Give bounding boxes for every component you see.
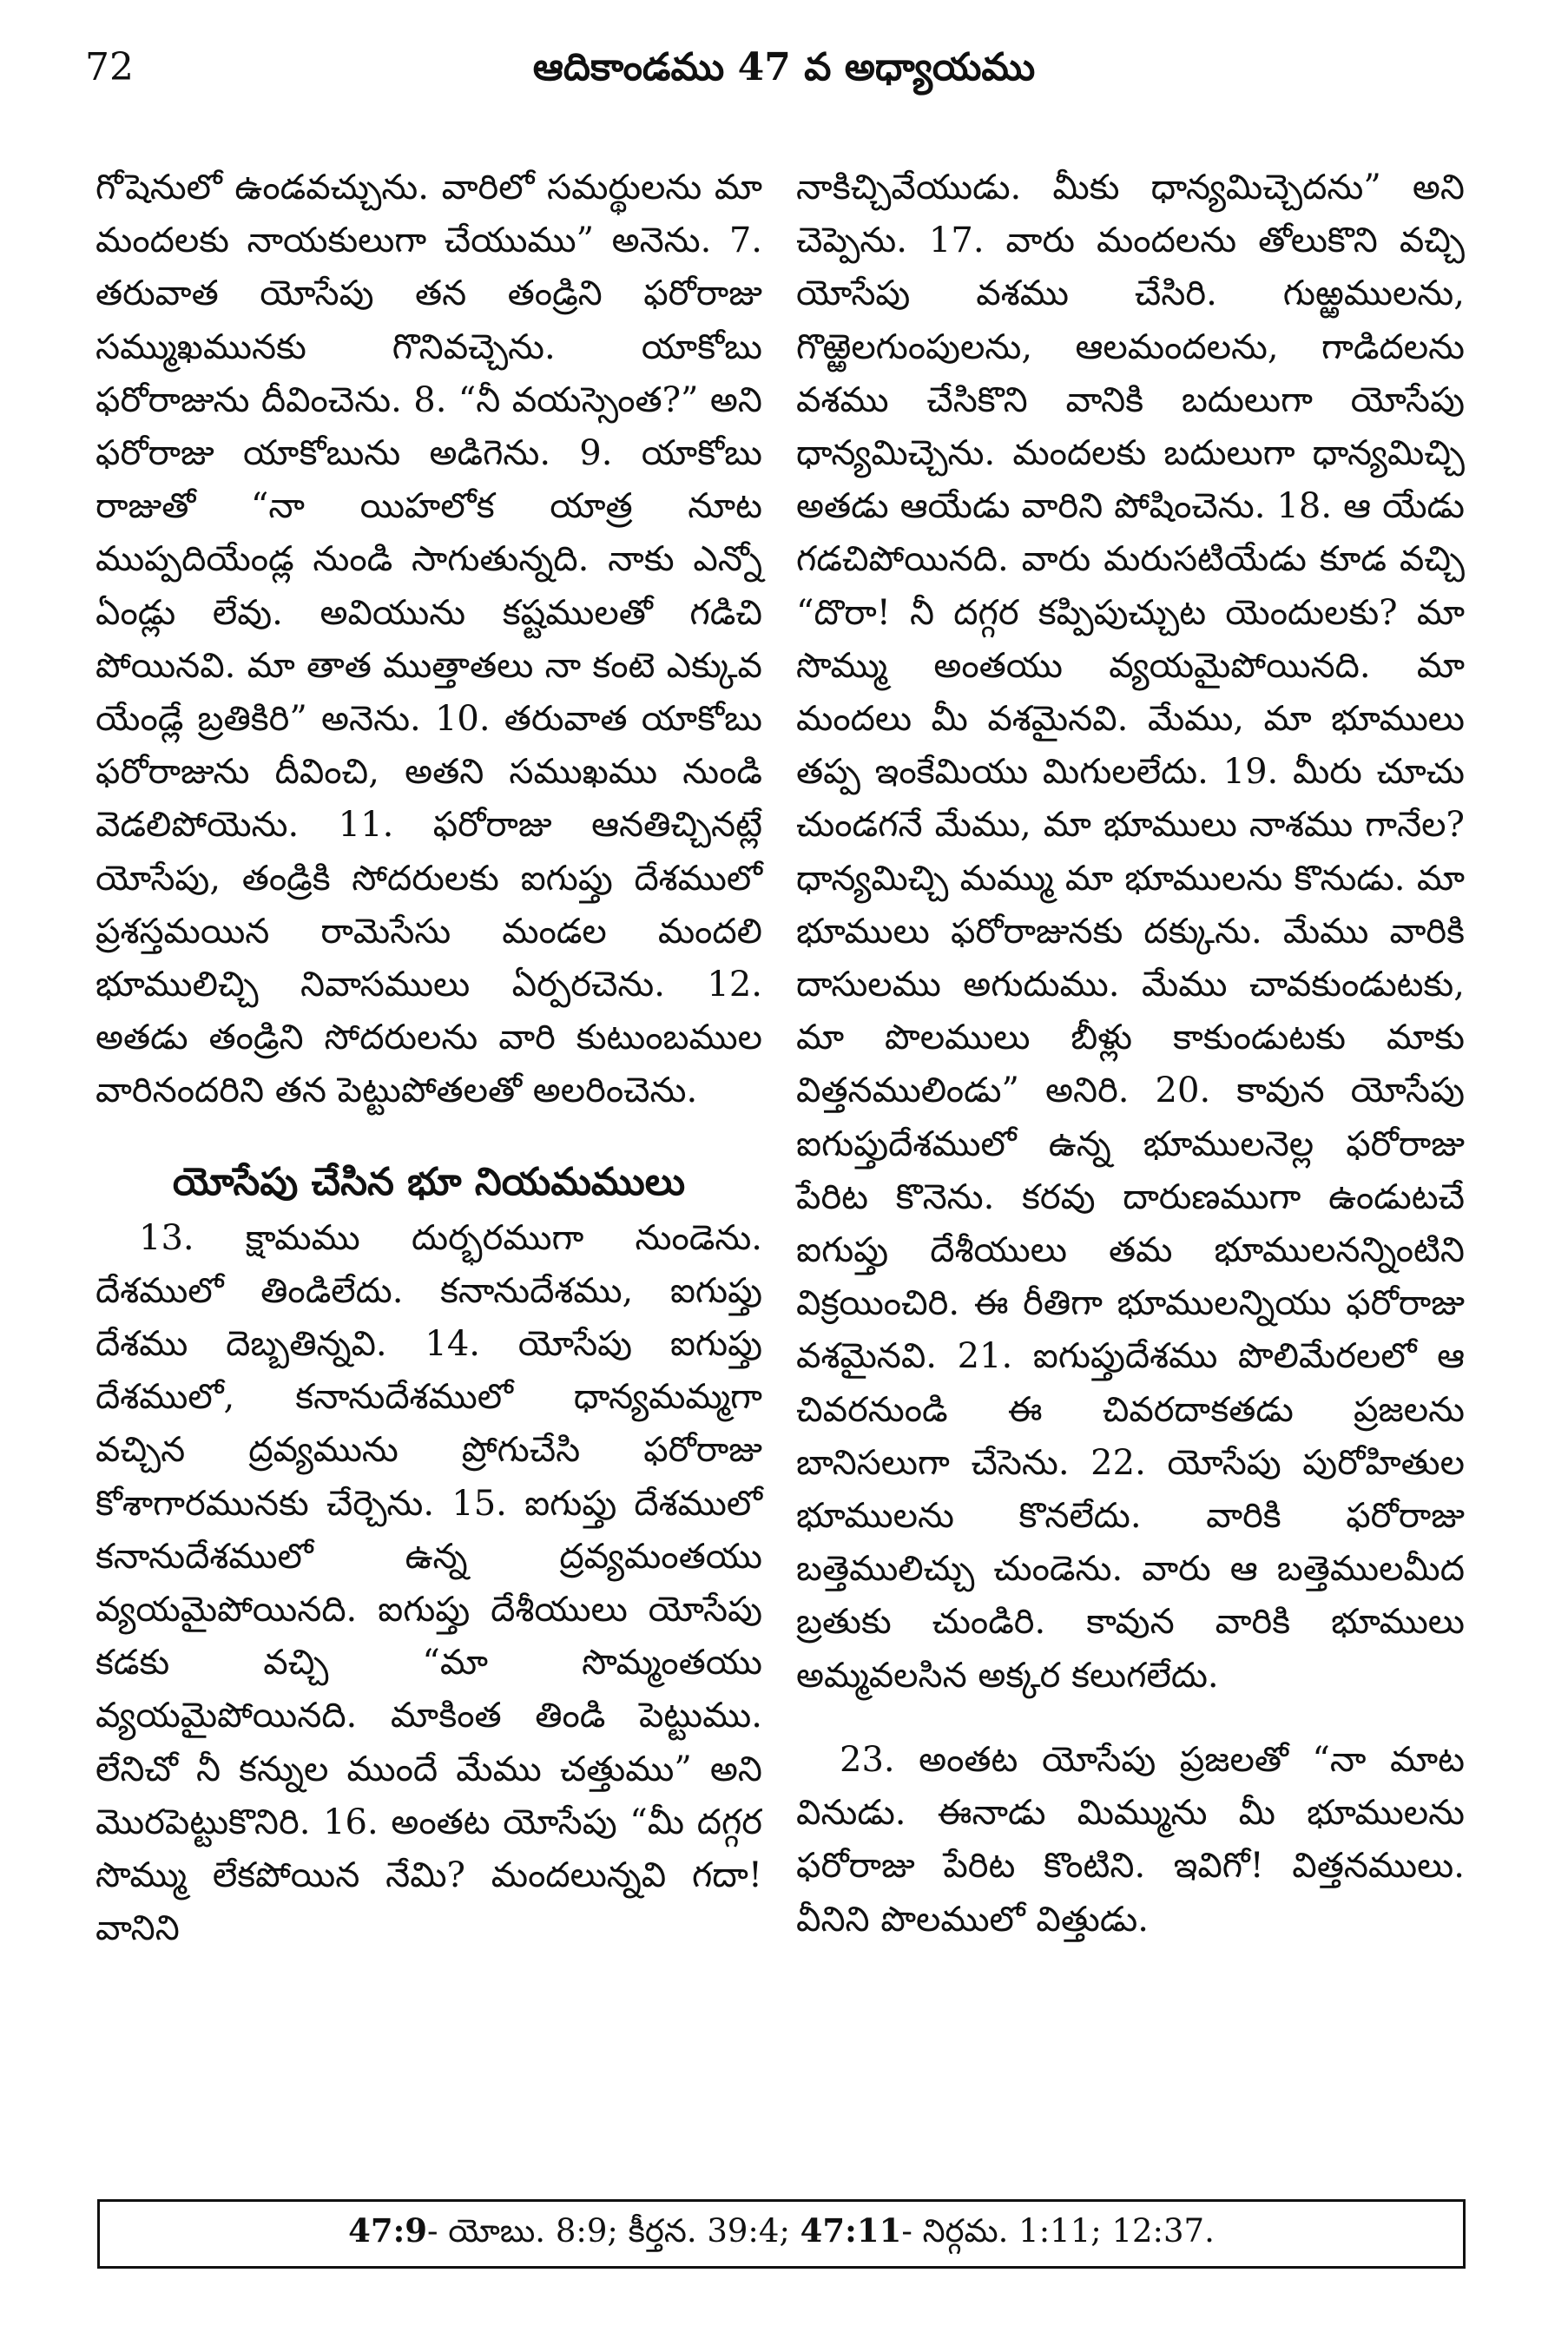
left-column [96, 161, 762, 1956]
left-paragraph-1: గోషెనులో ఉండవచ్చును. వారిలో సమర్థులను మా మందలకు నాయకులుగా చేయుము” అనెను. 7. తరువాత యోసేపు తన తండ్రిని ఫరోరాజు సమ్ముఖమునకు గొనివచ్చెను. యాకోబు ఫరోరాజును దీవించెను. 8. “నీ వయస్సెంత?” అని ఫరోరాజు యాకోబును అడిగెను. 9. యాకోబు రాజుతో “నా యిహలోక యాత్ర నూట ముప్పదియేండ్ల నుండి సాగుతున్నది. నాకు ఎన్నో ఏండ్లు లేవు. అవియును కష్టములతో గడిచి పోయినవి. మా తాత ముత్తాతలు నా కంటె ఎక్కువ యేండ్లే బ్రతికిరి” అనెను. 10. తరువాత యాకోబు ఫరోరాజును దీవించి, అతని సముఖము నుండి వెడలిపోయెను. 11. ఫరోరాజు ఆనతిచ్చినట్లే యోసేపు, తండ్రికి సోదరులకు ఐగుప్తు దేశములో ప్రశస్తమయిన రామెసేసు మండల మందలి భూములిచ్చి నివాసములు ఏర్పరచెను. 12. అతడు తండ్రిని సోదరులను వారి కుటుంబముల వారినందరిని తన పెట్టుపోతలతో అలరించెను. [96, 168, 762, 1111]
footnote-text-2: - నిర్గమ. 1:11; 12:37. [901, 2211, 1215, 2250]
page-number: 72 [85, 45, 134, 89]
footnote-ref-2: 47:11 [800, 2210, 902, 2250]
footnote-box [97, 2199, 1466, 2269]
left-paragraph-2: 13. క్షామము దుర్భరముగా నుండెను. దేశములో తిండిలేదు. కనానుదేశము, ఐగుప్తు దేశము దెబ్బతిన్నవి. 14. యోసేపు ఐగుప్తు దేశములో, కనానుదేశములో ధాన్యమమ్మగా వచ్చిన ద్రవ్యమును ప్రోగుచేసి ఫరోరాజు కోశాగారమునకు చేర్చెను. 15. ఐగుప్తు దేశములో కనానుదేశములో ఉన్న ద్రవ్యమంతయు వ్యయమైపోయినది. ఐగుప్తు దేశీయులు యోసేపు కడకు వచ్చి “మా సొమ్మంతయు వ్యయమైపోయినది. మాకింత తిండి పెట్టుము. లేనిచో నీ కన్నుల ముందే మేము చత్తుము” అని మొరపెట్టుకొనిరి. 16. అంతట యోసేపు “మీ దగ్గర సొమ్ము లేకపోయిన నేమి? మందలున్నవి గదా! వానిని [96, 1217, 762, 1949]
right-paragraph-2: 23. అంతట యోసేపు ప్రజలతో “నా మాట వినుడు. ఈనాడు మిమ్మును మీ భూములను ఫరోరాజు పేరిట కొంటిని. ఇవిగో! విత్తనములు. వీనిని పొలములో విత్తుడు. [796, 1739, 1465, 1940]
right-paragraph-1: నాకిచ్చివేయుడు. మీకు ధాన్యమిచ్చెదను” అని చెప్పెను. 17. వారు మందలను తోలుకొని వచ్చి యోసేపు వశము చేసిరి. గుఱ్ఱములను, గొఱ్ఱెలగుంపులను, ఆలమందలను, గాడిదలను వశము చేసికొని వానికి బదులుగా యోసేపు ధాన్యమిచ్చెను. మందలకు బదులుగా ధాన్యమిచ్చి అతడు ఆయేడు వారిని పోషించెను. 18. ఆ యేడు గడచిపోయినది. వారు మరుసటియేడు కూడ వచ్చి “దొరా! నీ దగ్గర కప్పిపుచ్చుట యెందులకు? మా సొమ్ము అంతయు వ్యయమైపోయినది. మా మందలు మీ వశమైనవి. మేము, మా భూములు తప్ప ఇంకేమియు మిగులలేదు. 19. మీరు చూచు చుండగనే మేము, మా భూములు నాశము గానేల? ధాన్యమిచ్చి మమ్ము మా భూములను కొనుడు. మా భూములు ఫరోరాజునకు దక్కును. మేము వారికి దాసులము అగుదుము. మేము చావకుండుటకు, మా పొలములు బీళ్లు కాకుండుటకు మాకు విత్తనములిండు” అనిరి. 20. కావున యోసేపు ఐగుప్తుదేశములో ఉన్న భూములనెల్ల ఫరోరాజు పేరిట కొనెను. కరవు దారుణముగా ఉండుటచే ఐగుప్తు దేశీయులు తమ భూములనన్నింటిని విక్రయించిరి. ఈ రీతిగా భూములన్నియు ఫరోరాజు వశమైనవి. 21. ఐగుప్తుదేశము పొలిమేరలలో ఆ చివరనుండి ఈ చివరదాకతడు ప్రజలను బానిసలుగా చేసెను. 22. యోసేపు పురోహితుల భూములను కొనలేదు. వారికి ఫరోరాజు బత్తెములిచ్చు చుండెను. వారు ఆ బత్తెములమీద బ్రతుకు చుండిరి. కావున వారికి భూములు అమ్మవలసిన అక్కర కలుగలేదు. [796, 168, 1465, 1696]
section-heading: యోసేపు చేసిన భూ నియమములు [172, 1159, 686, 1204]
right-column [796, 161, 1465, 1947]
footnote-text-1: - యోబు. 8:9; కీర్తన. 39:4; [427, 2211, 800, 2250]
running-head: ఆదికాండము 47 వ అధ్యాయము [532, 45, 1036, 89]
footnote-ref-1: 47:9 [348, 2210, 428, 2250]
